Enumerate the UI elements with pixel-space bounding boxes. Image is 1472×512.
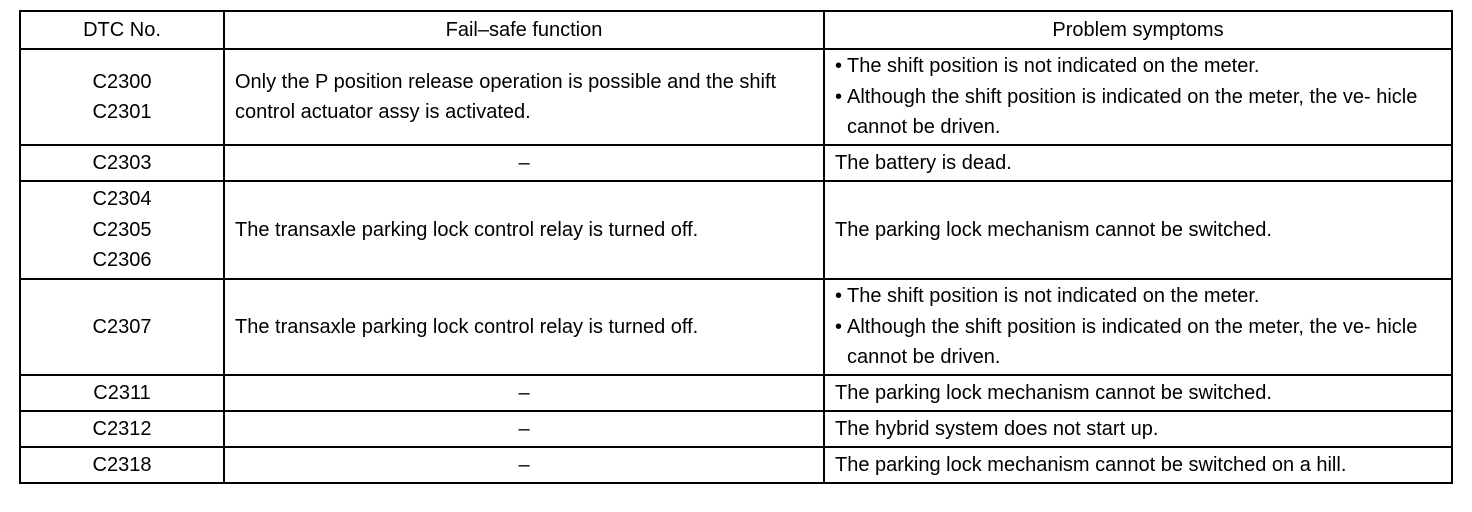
header-dtc-no: DTC No. bbox=[20, 11, 224, 49]
header-failsafe-function: Fail–safe function bbox=[224, 11, 824, 49]
dtc-code: C2312 bbox=[92, 417, 152, 440]
dtc-cell bbox=[20, 145, 224, 181]
table-row bbox=[20, 279, 1452, 375]
dtc-code: C2301 bbox=[92, 101, 152, 123]
table-header-row bbox=[20, 11, 1452, 49]
dtc-code: C2305 bbox=[92, 218, 152, 241]
dtc-cell bbox=[20, 49, 224, 145]
table-row bbox=[20, 375, 1452, 411]
header-problem-symptoms: Problem symptoms bbox=[824, 11, 1452, 49]
dtc-cell bbox=[20, 279, 224, 375]
table-row bbox=[20, 145, 1452, 181]
dtc-code: C2300 bbox=[92, 70, 152, 93]
symptom-bullet: • Although the shift position is indicated on the meter, the ve- hicle cannot be driven. bbox=[835, 312, 1441, 373]
symptom-bullet: • The shift position is not indicated on the meter. bbox=[835, 51, 1441, 82]
failsafe-cell: Only the P position release operation is possible and the shift control actuator assy is activated. bbox=[224, 49, 824, 145]
symptoms-cell: The battery is dead. bbox=[824, 145, 1452, 181]
dtc-code: C2303 bbox=[92, 151, 152, 174]
symptoms-cell: The hybrid system does not start up. bbox=[824, 411, 1452, 447]
symptoms-cell: The parking lock mechanism cannot be switched on a hill. bbox=[824, 447, 1452, 483]
table-row bbox=[20, 447, 1452, 483]
symptoms-cell bbox=[824, 279, 1452, 375]
symptoms-cell bbox=[824, 49, 1452, 145]
symptom-bullet: • The shift position is not indicated on the meter. bbox=[835, 281, 1441, 312]
table-row bbox=[20, 49, 1452, 145]
symptom-bullet: • Although the shift position is indicated on the meter, the ve- hicle cannot be driven. bbox=[835, 82, 1441, 143]
failsafe-cell: – bbox=[224, 145, 824, 181]
dtc-table bbox=[19, 10, 1453, 484]
table-row bbox=[20, 411, 1452, 447]
dtc-code: C2304 bbox=[92, 188, 152, 211]
dtc-code: C2318 bbox=[92, 453, 152, 476]
dtc-cell bbox=[20, 447, 224, 483]
dtc-code: C2311 bbox=[93, 381, 151, 404]
dtc-cell bbox=[20, 181, 224, 279]
failsafe-cell: – bbox=[224, 411, 824, 447]
symptoms-cell: The parking lock mechanism cannot be switched. bbox=[824, 375, 1452, 411]
dtc-code: C2306 bbox=[92, 249, 152, 272]
failsafe-cell: The transaxle parking lock control relay is turned off. bbox=[224, 181, 824, 279]
symptoms-cell: The parking lock mechanism cannot be switched. bbox=[824, 181, 1452, 279]
failsafe-cell: – bbox=[224, 447, 824, 483]
dtc-code: C2307 bbox=[92, 315, 152, 338]
table-row bbox=[20, 181, 1452, 279]
failsafe-cell: – bbox=[224, 375, 824, 411]
failsafe-cell: The transaxle parking lock control relay is turned off. bbox=[224, 279, 824, 375]
dtc-cell bbox=[20, 375, 224, 411]
dtc-cell bbox=[20, 411, 224, 447]
